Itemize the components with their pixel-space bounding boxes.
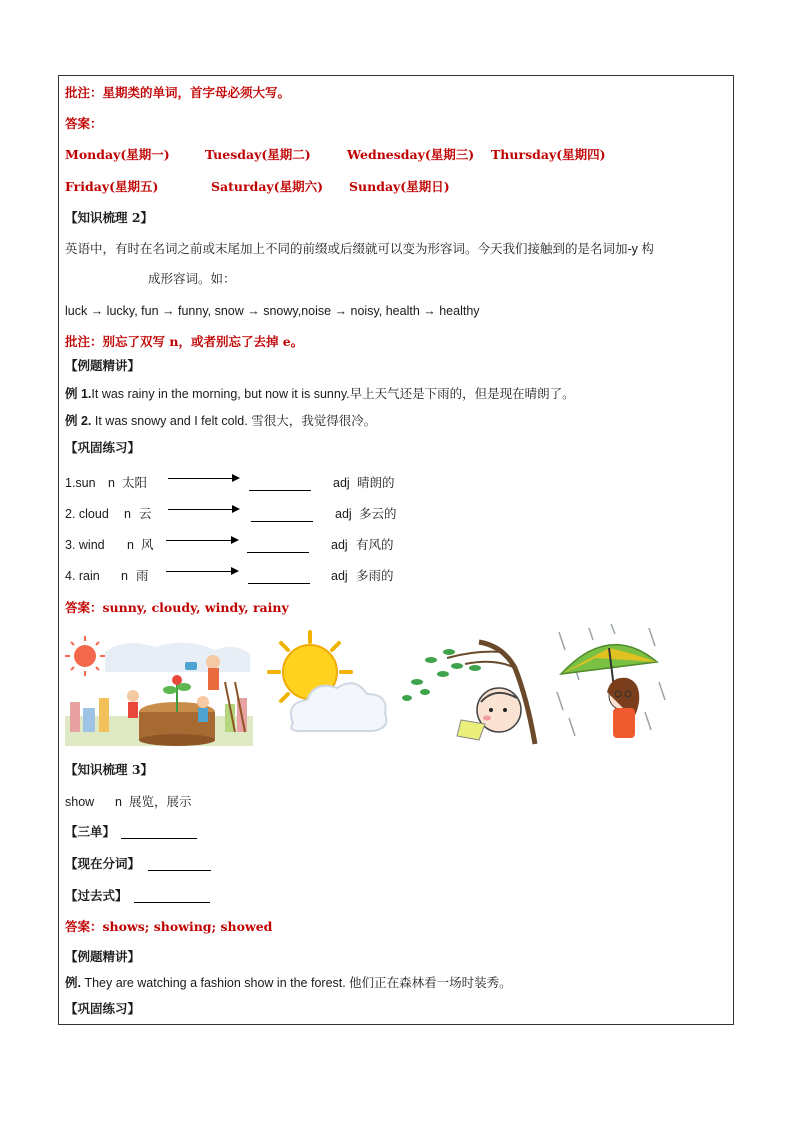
day-friday: Friday(星期五) bbox=[65, 179, 159, 194]
sun-cloud-icon bbox=[255, 628, 395, 738]
third-single-label: 【三单】 bbox=[65, 824, 116, 839]
practice-noun: 2. cloud bbox=[65, 507, 109, 521]
practice-adj-pos: adj bbox=[333, 476, 350, 490]
practice-adj-pos: adj bbox=[331, 569, 348, 583]
day-tuesday: Tuesday(星期二) bbox=[205, 147, 311, 162]
day-saturday: Saturday(星期六) bbox=[211, 179, 324, 194]
example-1-text: It was rainy in the morning, but now it is sunny.早上天气还是下雨的，但是现在晴朗了。 bbox=[91, 387, 575, 401]
answer-blank[interactable] bbox=[249, 476, 311, 491]
present-participle-blank[interactable] bbox=[148, 856, 211, 871]
answer-blank[interactable] bbox=[247, 538, 309, 553]
practice3-title: 【巩固练习】 bbox=[65, 1001, 141, 1016]
show-pos: n bbox=[115, 795, 122, 809]
example-3-text: They are watching a fashion show in the forest. 他们正在森林看一场时装秀。 bbox=[80, 976, 512, 990]
sun-icon bbox=[65, 636, 105, 676]
example-title: 【例题精讲】 bbox=[65, 358, 141, 373]
rainy-umbrella-icon bbox=[549, 622, 671, 746]
practice-adj-cn: 多云的 bbox=[359, 507, 397, 521]
sunny-garden-illustration bbox=[65, 632, 253, 746]
show-cn: 展览，展示 bbox=[129, 795, 192, 809]
arrow-icon bbox=[168, 478, 238, 479]
practice-adj-pos: adj bbox=[331, 538, 348, 552]
answer-label: 答案： bbox=[65, 116, 103, 131]
practice-noun: 3. wind bbox=[65, 538, 105, 552]
practice-title: 【巩固练习】 bbox=[65, 440, 141, 455]
practice-cn: 云 bbox=[139, 507, 152, 521]
practice-cn: 太阳 bbox=[122, 476, 148, 490]
example-3 bbox=[65, 974, 512, 992]
day-monday: Monday(星期一) bbox=[65, 147, 170, 162]
section2-text-line2: 成形容词。如： bbox=[148, 272, 236, 286]
answer-adjectives: 答案：sunny, cloudy, windy, rainy bbox=[65, 600, 289, 615]
day-wednesday: Wednesday(星期三) bbox=[347, 147, 475, 162]
practice-pos: n bbox=[108, 476, 115, 490]
answer-blank[interactable] bbox=[251, 507, 313, 522]
arrow-icon bbox=[168, 509, 238, 510]
example-2 bbox=[65, 412, 376, 430]
answer-show-forms: 答案：shows; showing; showed bbox=[65, 919, 273, 934]
example-2-label: 例 2. bbox=[65, 414, 92, 428]
practice-noun: 4. rain bbox=[65, 569, 100, 583]
answer-blank[interactable] bbox=[248, 569, 310, 584]
windy-day-icon bbox=[395, 628, 550, 748]
practice-pos: n bbox=[121, 569, 128, 583]
example-3-label: 例. bbox=[65, 976, 81, 990]
third-single-blank[interactable] bbox=[121, 824, 197, 839]
example-2-text: It was snowy and I felt cold. 雪很大，我觉得很冷。 bbox=[91, 414, 377, 428]
note-double-n: 批注：别忘了双写 n，或者别忘了去掉 e。 bbox=[65, 334, 304, 349]
section2-text-line1: 英语中，有时在名词之前或末尾加上不同的前缀或后缀就可以变为形容词。今天我们接触到的是名词加-y 构 bbox=[65, 242, 654, 256]
practice-adj-cn: 晴朗的 bbox=[357, 476, 395, 490]
day-thursday: Thursday(星期四) bbox=[491, 147, 606, 162]
present-participle-label: 【现在分词】 bbox=[65, 856, 141, 871]
practice-cn: 雨 bbox=[136, 569, 149, 583]
note-capitalize: 批注：星期类的单词，首字母必须大写。 bbox=[65, 85, 291, 100]
example3-title: 【例题精讲】 bbox=[65, 949, 141, 964]
arrow-icon bbox=[166, 540, 237, 541]
section2-title: 【知识梳理 2】 bbox=[65, 210, 154, 225]
past-tense-blank[interactable] bbox=[134, 888, 210, 903]
show-word: show bbox=[65, 795, 95, 809]
practice-pos: n bbox=[127, 538, 134, 552]
practice-cn: 风 bbox=[141, 538, 154, 552]
past-tense-label: 【过去式】 bbox=[65, 888, 128, 903]
practice-adj-cn: 有风的 bbox=[356, 538, 394, 552]
day-sunday: Sunday(星期日) bbox=[349, 179, 450, 194]
practice-noun: 1.sun bbox=[65, 476, 96, 490]
practice-adj-cn: 多雨的 bbox=[356, 569, 394, 583]
example-1 bbox=[65, 385, 575, 403]
examples-line: luck → lucky, fun → funny, snow → snowy,noise → noisy, health → healthy bbox=[65, 304, 480, 318]
example-1-label: 例 1. bbox=[65, 387, 92, 401]
practice-adj-pos: adj bbox=[335, 507, 352, 521]
content-frame bbox=[58, 75, 734, 1025]
section3-title: 【知识梳理 3】 bbox=[65, 762, 154, 777]
arrow-icon bbox=[166, 571, 237, 572]
practice-pos: n bbox=[124, 507, 131, 521]
